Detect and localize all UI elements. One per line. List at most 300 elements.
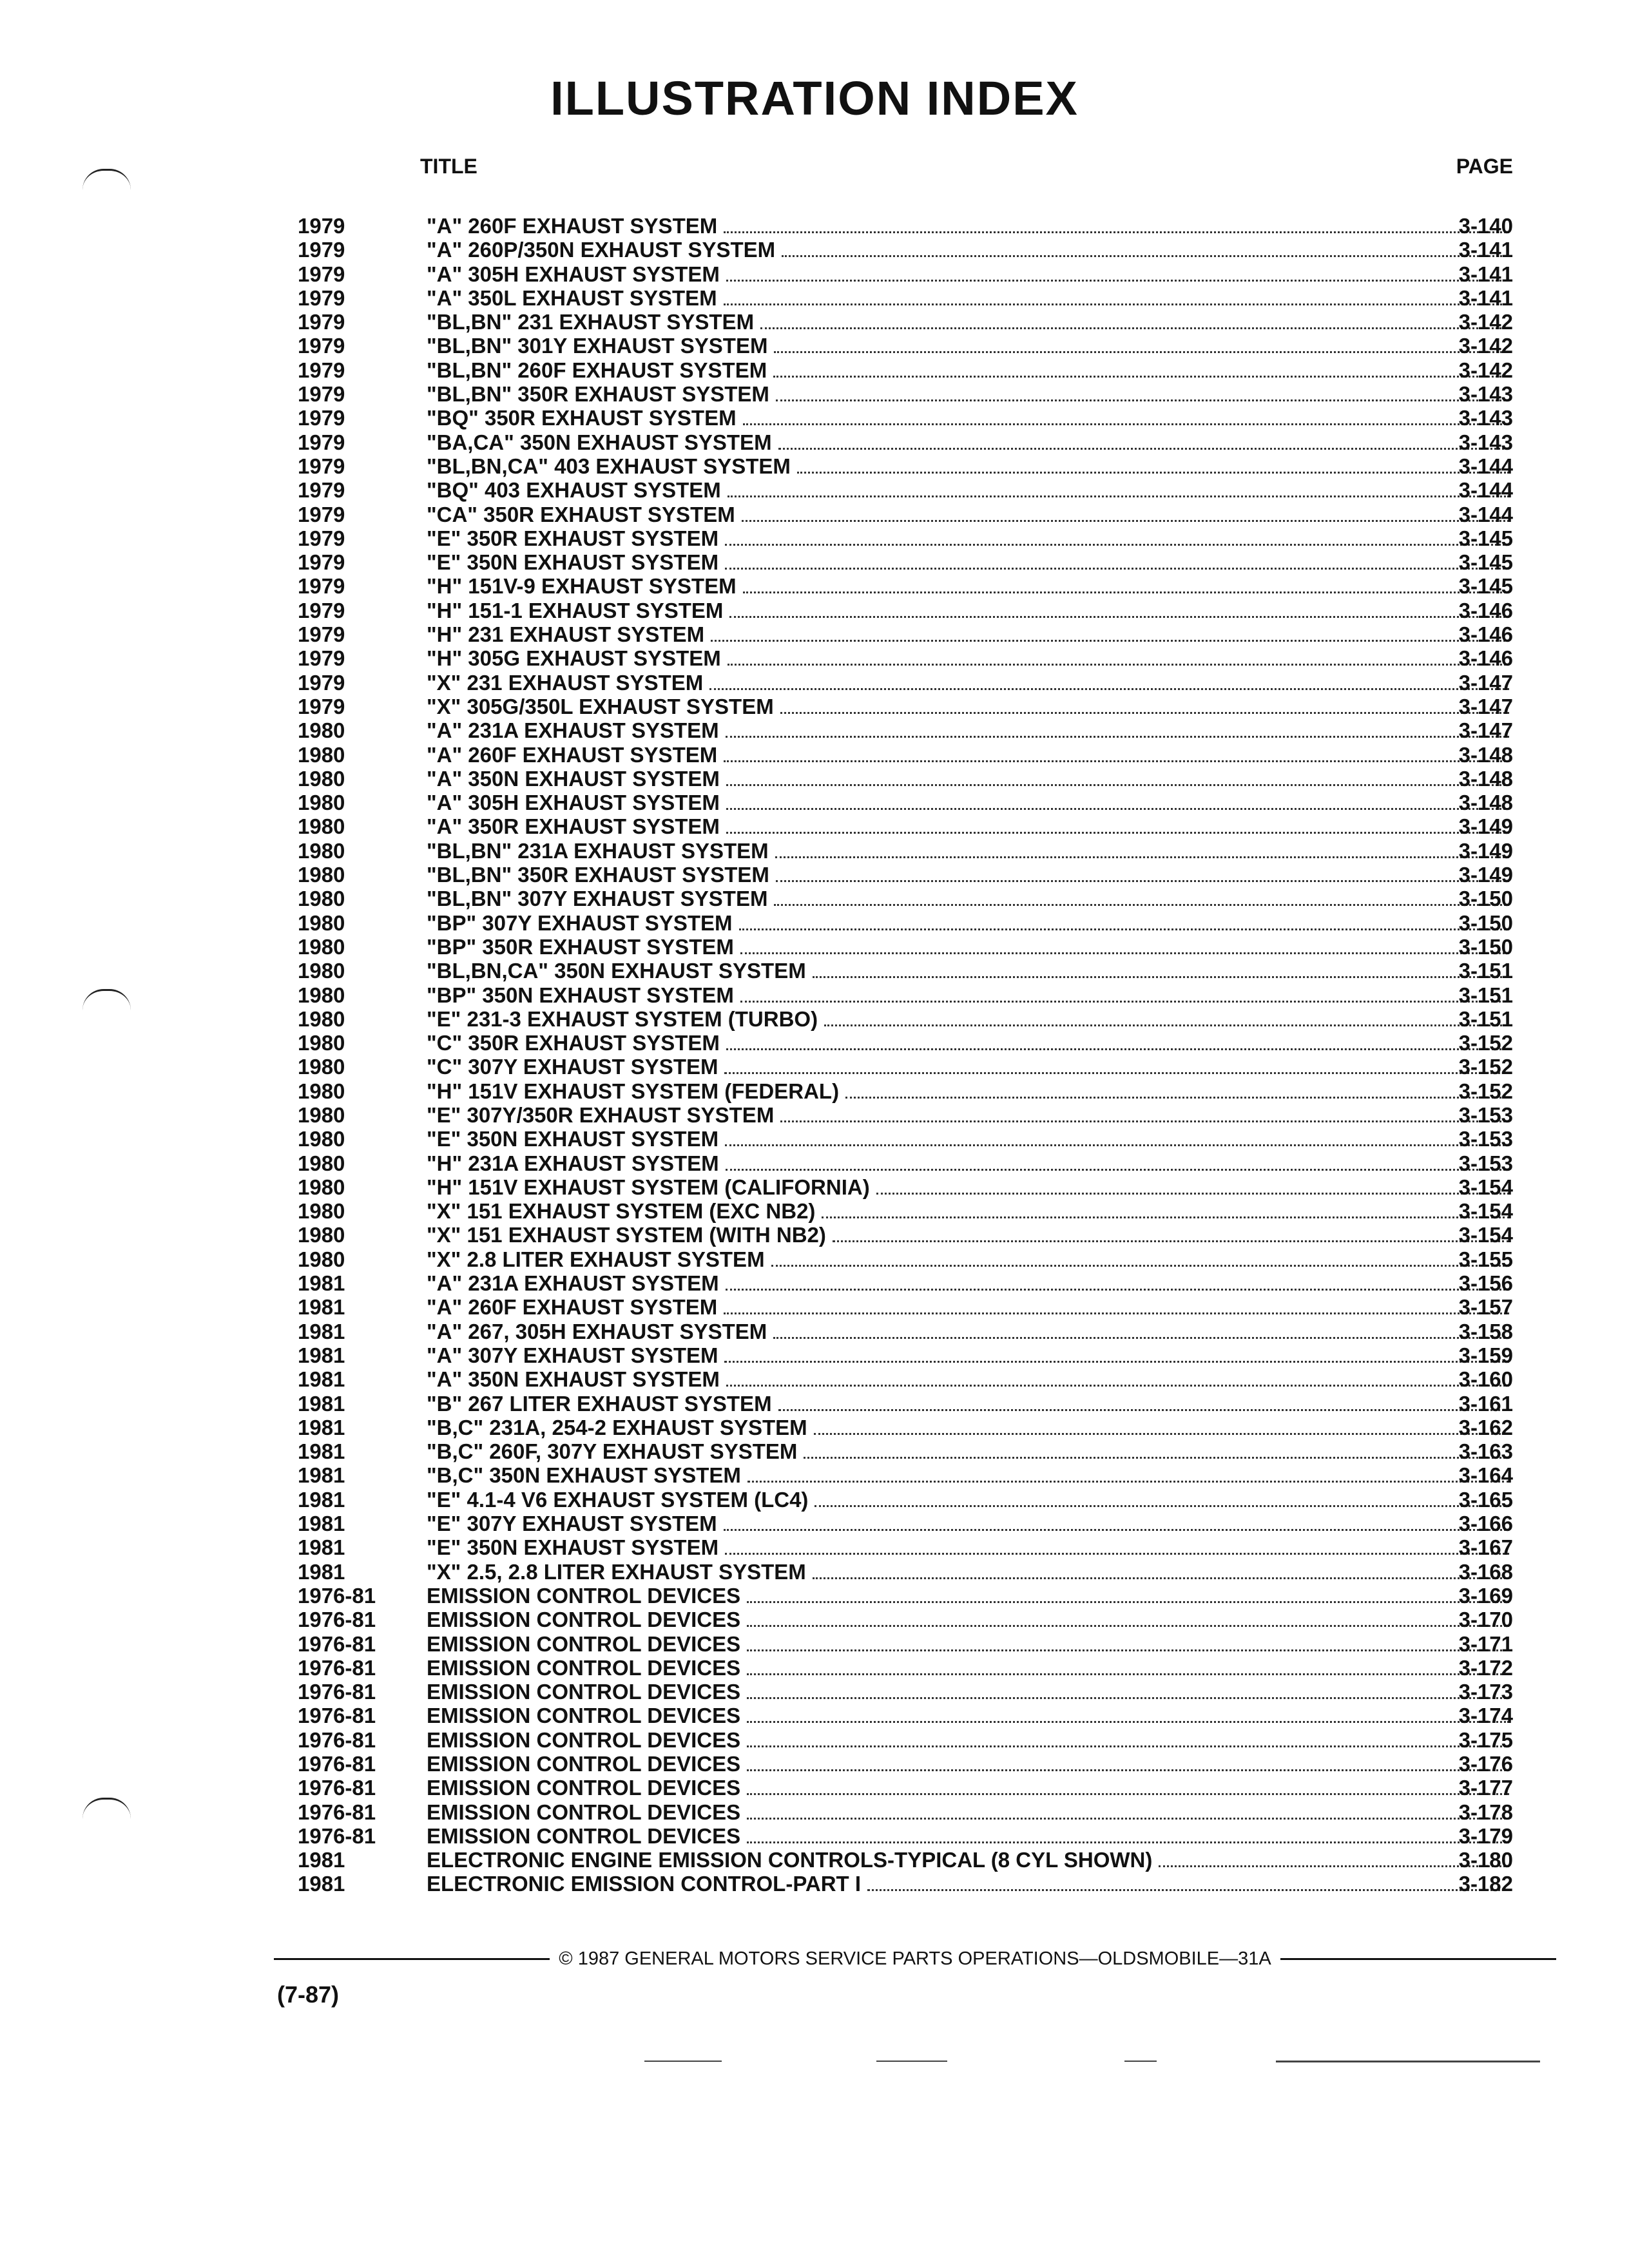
entry-year: 1976-81 xyxy=(298,1631,376,1656)
entry-title: "A" 260P/350N EXHAUST SYSTEM xyxy=(427,238,776,262)
entry-year: 1981 xyxy=(298,1391,345,1416)
entry-page: 3-159 xyxy=(1458,1343,1513,1367)
entry-year: 1979 xyxy=(298,238,345,262)
entry-year: 1976-81 xyxy=(298,1776,376,1800)
entry-title-wrap xyxy=(427,1031,1516,1056)
dot-leader xyxy=(797,472,1509,474)
entry-title: EMISSION CONTROL DEVICES xyxy=(427,1752,741,1776)
dot-leader xyxy=(876,1193,1509,1195)
dot-leader xyxy=(724,231,1509,233)
entry-year: 1979 xyxy=(298,646,345,671)
index-row xyxy=(0,454,1629,478)
dot-leader xyxy=(1159,1865,1509,1867)
entry-title-wrap xyxy=(427,1632,1516,1657)
entry-year: 1979 xyxy=(298,430,345,454)
dot-leader xyxy=(724,1361,1509,1363)
entry-year: 1981 xyxy=(298,1872,345,1896)
entry-title: "BL,BN" 350R EXHAUST SYSTEM xyxy=(427,863,769,887)
entry-page: 3-153 xyxy=(1458,1151,1513,1175)
index-row xyxy=(0,1007,1629,1031)
entry-title-wrap xyxy=(427,526,1516,552)
entry-year: 1976-81 xyxy=(298,1704,376,1728)
entry-title-wrap xyxy=(427,1512,1516,1537)
entry-page: 3-152 xyxy=(1458,1031,1513,1055)
entry-year: 1980 xyxy=(298,863,345,887)
entry-title: "H" 151-1 EXHAUST SYSTEM xyxy=(427,598,724,622)
dot-leader xyxy=(780,712,1509,714)
entry-page: 3-146 xyxy=(1458,646,1513,671)
dot-leader xyxy=(780,1120,1509,1122)
index-list xyxy=(0,214,1629,1896)
dot-leader xyxy=(822,1216,1509,1218)
dot-leader xyxy=(776,399,1509,401)
entry-year: 1981 xyxy=(298,1271,345,1296)
entry-year: 1979 xyxy=(298,262,345,286)
entry-year: 1979 xyxy=(298,334,345,358)
entry-page: 3-142 xyxy=(1458,310,1513,334)
entry-title: "B,C" 231A, 254-2 EXHAUST SYSTEM xyxy=(427,1415,807,1439)
entry-title-wrap xyxy=(427,1584,1516,1609)
entry-title: "BL,BN,CA" 350N EXHAUST SYSTEM xyxy=(427,959,806,983)
entry-page: 3-150 xyxy=(1458,887,1513,911)
dot-leader xyxy=(724,1312,1509,1314)
entry-title-wrap xyxy=(427,1463,1516,1488)
index-row xyxy=(0,1584,1629,1608)
entry-page: 3-163 xyxy=(1458,1439,1513,1464)
entry-title: EMISSION CONTROL DEVICES xyxy=(427,1776,741,1800)
entry-title: "H" 151V-9 EXHAUST SYSTEM xyxy=(427,574,737,599)
entry-title: "A" 260F EXHAUST SYSTEM xyxy=(427,214,718,238)
entry-title-wrap xyxy=(427,1079,1516,1104)
entry-title: "X" 2.8 LITER EXHAUST SYSTEM xyxy=(427,1247,765,1271)
dot-leader xyxy=(743,423,1509,425)
entry-year: 1980 xyxy=(298,1102,345,1127)
entry-title: "A" 260F EXHAUST SYSTEM xyxy=(427,1295,718,1320)
entry-title: "X" 2.5, 2.8 LITER EXHAUST SYSTEM xyxy=(427,1559,806,1584)
entry-page: 3-172 xyxy=(1458,1655,1513,1680)
entry-year: 1981 xyxy=(298,1512,345,1536)
entry-title: ELECTRONIC EMISSION CONTROL-PART I xyxy=(427,1872,862,1896)
entry-page: 3-165 xyxy=(1458,1487,1513,1512)
footer-rule-left xyxy=(274,1958,550,1960)
entry-title-wrap xyxy=(427,599,1516,624)
entry-title: "A" 350R EXHAUST SYSTEM xyxy=(427,814,720,839)
dot-leader xyxy=(804,1457,1509,1459)
index-row xyxy=(0,671,1629,695)
entry-title: "C" 350R EXHAUST SYSTEM xyxy=(427,1031,720,1055)
entry-title-wrap xyxy=(427,1223,1516,1248)
index-row xyxy=(0,1728,1629,1752)
entry-title: "CA" 350R EXHAUST SYSTEM xyxy=(427,502,735,526)
entry-page: 3-143 xyxy=(1458,406,1513,430)
entry-page: 3-161 xyxy=(1458,1391,1513,1416)
entry-title: EMISSION CONTROL DEVICES xyxy=(427,1631,741,1656)
entry-title-wrap xyxy=(427,839,1516,864)
index-row xyxy=(0,1320,1629,1343)
index-row xyxy=(0,646,1629,670)
entry-page: 3-176 xyxy=(1458,1752,1513,1776)
bottom-scan-line xyxy=(1276,2061,1540,2062)
entry-page: 3-147 xyxy=(1458,718,1513,743)
entry-title-wrap xyxy=(427,1271,1516,1296)
index-row xyxy=(0,286,1629,310)
index-row xyxy=(0,1392,1629,1416)
entry-title-wrap xyxy=(427,1656,1516,1681)
index-row xyxy=(0,1175,1629,1199)
entry-year: 1980 xyxy=(298,838,345,863)
entry-page: 3-154 xyxy=(1458,1223,1513,1247)
entry-year: 1980 xyxy=(298,1223,345,1247)
entry-title-wrap xyxy=(427,1535,1516,1561)
entry-year: 1980 xyxy=(298,959,345,983)
entry-title: "BP" 350R EXHAUST SYSTEM xyxy=(427,934,734,959)
entry-title-wrap xyxy=(427,791,1516,816)
entry-title-wrap xyxy=(427,1439,1516,1465)
entry-title-wrap xyxy=(427,646,1516,671)
entry-title: "BL,BN,CA" 403 EXHAUST SYSTEM xyxy=(427,454,791,478)
index-row xyxy=(0,1295,1629,1319)
dot-leader xyxy=(813,976,1509,978)
index-row xyxy=(0,1439,1629,1463)
entry-year: 1980 xyxy=(298,814,345,839)
footer xyxy=(274,1948,1556,1970)
dot-leader xyxy=(742,520,1509,522)
entry-year: 1976-81 xyxy=(298,1655,376,1680)
dot-leader xyxy=(726,1048,1509,1050)
index-row xyxy=(0,1680,1629,1704)
index-row xyxy=(0,1872,1629,1896)
entry-title: "A" 305H EXHAUST SYSTEM xyxy=(427,262,720,286)
entry-title: "X" 151 EXHAUST SYSTEM (WITH NB2) xyxy=(427,1223,826,1247)
dot-leader xyxy=(867,1889,1509,1891)
entry-title: "BL,BN" 231 EXHAUST SYSTEM xyxy=(427,310,755,334)
index-row xyxy=(0,1079,1629,1103)
index-row xyxy=(0,1704,1629,1727)
entry-title-wrap xyxy=(427,863,1516,888)
entry-year: 1981 xyxy=(298,1439,345,1464)
entry-title: "E" 307Y/350R EXHAUST SYSTEM xyxy=(427,1102,775,1127)
entry-title-wrap xyxy=(427,478,1516,503)
dot-leader xyxy=(815,1505,1509,1507)
entry-title-wrap xyxy=(427,1608,1516,1633)
index-row xyxy=(0,1608,1629,1631)
entry-title: "C" 307Y EXHAUST SYSTEM xyxy=(427,1055,718,1079)
entry-title: "A" 260F EXHAUST SYSTEM xyxy=(427,742,718,767)
dot-leader xyxy=(776,880,1509,882)
index-row xyxy=(0,406,1629,430)
index-row xyxy=(0,503,1629,526)
entry-title: "E" 231-3 EXHAUST SYSTEM (TURBO) xyxy=(427,1006,818,1031)
entry-page: 3-169 xyxy=(1458,1583,1513,1608)
entry-page: 3-140 xyxy=(1458,214,1513,238)
entry-title: "BL,BN" 307Y EXHAUST SYSTEM xyxy=(427,887,768,911)
entry-page: 3-152 xyxy=(1458,1055,1513,1079)
entry-page: 3-160 xyxy=(1458,1367,1513,1392)
entry-title: "A" 305H EXHAUST SYSTEM xyxy=(427,791,720,815)
dot-leader xyxy=(813,1577,1509,1579)
entry-page: 3-156 xyxy=(1458,1271,1513,1296)
entry-year: 1979 xyxy=(298,550,345,575)
dot-leader xyxy=(743,591,1509,593)
entry-title-wrap xyxy=(427,1175,1516,1200)
dot-leader xyxy=(747,1745,1509,1747)
dot-leader xyxy=(773,1337,1509,1339)
entry-title: "A" 231A EXHAUST SYSTEM xyxy=(427,1271,719,1296)
dot-leader xyxy=(726,832,1509,834)
entry-title: "H" 231A EXHAUST SYSTEM xyxy=(427,1151,719,1175)
entry-page: 3-148 xyxy=(1458,742,1513,767)
entry-title: "H" 305G EXHAUST SYSTEM xyxy=(427,646,721,671)
entry-title-wrap xyxy=(427,1199,1516,1224)
entry-page: 3-173 xyxy=(1458,1680,1513,1704)
index-row xyxy=(0,214,1629,238)
entry-title-wrap xyxy=(427,1007,1516,1032)
entry-year: 1979 xyxy=(298,694,345,718)
dot-leader xyxy=(725,568,1509,570)
entry-year: 1976-81 xyxy=(298,1608,376,1632)
entry-page: 3-149 xyxy=(1458,814,1513,839)
entry-year: 1976-81 xyxy=(298,1583,376,1608)
entry-page: 3-162 xyxy=(1458,1415,1513,1439)
entry-year: 1976-81 xyxy=(298,1800,376,1824)
entry-title-wrap xyxy=(427,1416,1516,1441)
index-row xyxy=(0,1055,1629,1079)
entry-title-wrap xyxy=(427,814,1516,840)
index-row xyxy=(0,1656,1629,1680)
entry-year: 1980 xyxy=(298,887,345,911)
entry-year: 1981 xyxy=(298,1848,345,1872)
entry-title-wrap xyxy=(427,671,1516,696)
entry-page: 3-170 xyxy=(1458,1608,1513,1632)
entry-title-wrap xyxy=(427,983,1516,1008)
entry-page: 3-180 xyxy=(1458,1848,1513,1872)
dot-leader xyxy=(726,1289,1509,1291)
entry-year: 1981 xyxy=(298,1319,345,1343)
entry-title: "A" 267, 305H EXHAUST SYSTEM xyxy=(427,1319,767,1343)
entry-year: 1981 xyxy=(298,1559,345,1584)
entry-title-wrap xyxy=(427,887,1516,912)
entry-year: 1980 xyxy=(298,910,345,935)
entry-year: 1979 xyxy=(298,526,345,550)
entry-title-wrap xyxy=(427,1872,1516,1897)
entry-title-wrap xyxy=(427,1776,1516,1801)
dot-leader xyxy=(747,1601,1509,1603)
entry-page: 3-143 xyxy=(1458,382,1513,407)
entry-title: "A" 350N EXHAUST SYSTEM xyxy=(427,1367,720,1392)
entry-page: 3-145 xyxy=(1458,574,1513,599)
entry-title: "BQ" 350R EXHAUST SYSTEM xyxy=(427,406,737,430)
entry-title-wrap xyxy=(427,1295,1516,1320)
footer-rule-right xyxy=(1280,1958,1556,1960)
entry-title-wrap xyxy=(427,574,1516,599)
dot-leader xyxy=(726,784,1509,786)
entry-title: "B,C" 350N EXHAUST SYSTEM xyxy=(427,1463,741,1488)
index-row xyxy=(0,1103,1629,1127)
entry-title: "BP" 350N EXHAUST SYSTEM xyxy=(427,983,734,1007)
entry-title-wrap xyxy=(427,238,1516,263)
index-row xyxy=(0,791,1629,814)
index-row xyxy=(0,718,1629,742)
index-row xyxy=(0,983,1629,1007)
entry-page: 3-141 xyxy=(1458,262,1513,286)
entry-year: 1981 xyxy=(298,1295,345,1320)
entry-page: 3-174 xyxy=(1458,1704,1513,1728)
entry-title-wrap xyxy=(427,1560,1516,1585)
index-row xyxy=(0,1776,1629,1800)
dot-leader xyxy=(747,1818,1509,1820)
entry-title-wrap xyxy=(427,406,1516,431)
entry-title: "E" 350N EXHAUST SYSTEM xyxy=(427,1535,719,1560)
entry-year: 1980 xyxy=(298,1127,345,1151)
dot-leader xyxy=(747,1673,1509,1675)
dot-leader xyxy=(814,1433,1509,1435)
index-row xyxy=(0,1031,1629,1055)
entry-title: EMISSION CONTROL DEVICES xyxy=(427,1823,741,1848)
entry-title-wrap xyxy=(427,1824,1516,1849)
index-row xyxy=(0,262,1629,286)
entry-title: "BL,BN" 260F EXHAUST SYSTEM xyxy=(427,358,767,382)
entry-year: 1981 xyxy=(298,1367,345,1392)
entry-title-wrap xyxy=(427,262,1516,287)
entry-title-wrap xyxy=(427,695,1516,720)
index-row xyxy=(0,1488,1629,1512)
entry-page: 3-166 xyxy=(1458,1512,1513,1536)
entry-title: "BL,BN" 350R EXHAUST SYSTEM xyxy=(427,382,769,407)
dot-leader xyxy=(747,1625,1509,1627)
dot-leader xyxy=(778,1409,1509,1411)
page-title: ILLUSTRATION INDEX xyxy=(550,72,1079,125)
dot-leader xyxy=(775,856,1509,858)
entry-title-wrap xyxy=(427,622,1516,648)
index-row xyxy=(0,767,1629,791)
bottom-scan-line xyxy=(1124,2061,1157,2062)
entry-page: 3-142 xyxy=(1458,358,1513,382)
bottom-scan-line xyxy=(644,2061,722,2062)
entry-year: 1980 xyxy=(298,791,345,815)
binder-hole-mark xyxy=(82,169,131,190)
dot-leader xyxy=(845,1097,1509,1099)
dot-leader xyxy=(724,760,1509,762)
entry-title: "H" 151V EXHAUST SYSTEM (FEDERAL) xyxy=(427,1079,840,1103)
entry-title: "E" 4.1-4 V6 EXHAUST SYSTEM (LC4) xyxy=(427,1487,809,1512)
index-row xyxy=(0,959,1629,983)
dot-leader xyxy=(724,1529,1509,1531)
index-row xyxy=(0,1416,1629,1439)
entry-year: 1979 xyxy=(298,454,345,478)
entry-title: "A" 307Y EXHAUST SYSTEM xyxy=(427,1343,718,1367)
entry-page: 3-168 xyxy=(1458,1559,1513,1584)
dot-leader xyxy=(774,351,1509,353)
entry-year: 1979 xyxy=(298,285,345,310)
entry-year: 1980 xyxy=(298,766,345,791)
entry-year: 1980 xyxy=(298,1079,345,1103)
entry-page: 3-151 xyxy=(1458,1006,1513,1031)
dot-leader xyxy=(726,1385,1509,1387)
entry-title-wrap xyxy=(427,743,1516,768)
entry-title-wrap xyxy=(427,1247,1516,1273)
entry-title-wrap xyxy=(427,1800,1516,1825)
entry-title: EMISSION CONTROL DEVICES xyxy=(427,1583,741,1608)
entry-page: 3-144 xyxy=(1458,478,1513,503)
entry-title-wrap xyxy=(427,1704,1516,1729)
entry-title-wrap xyxy=(427,1320,1516,1345)
entry-page: 3-164 xyxy=(1458,1463,1513,1488)
index-row xyxy=(0,550,1629,574)
index-row xyxy=(0,358,1629,382)
entry-title-wrap xyxy=(427,430,1516,456)
dot-leader xyxy=(824,1024,1509,1026)
entry-page: 3-150 xyxy=(1458,934,1513,959)
entry-title: "BP" 307Y EXHAUST SYSTEM xyxy=(427,910,733,935)
index-row xyxy=(0,1199,1629,1223)
entry-page: 3-175 xyxy=(1458,1727,1513,1752)
entry-year: 1976-81 xyxy=(298,1680,376,1704)
dot-leader xyxy=(747,1649,1509,1651)
dot-leader xyxy=(747,1721,1509,1723)
bottom-scan-line xyxy=(876,2061,947,2062)
index-row xyxy=(0,574,1629,598)
entry-title-wrap xyxy=(427,1127,1516,1152)
entry-title: "E" 350N EXHAUST SYSTEM xyxy=(427,550,719,575)
entry-page: 3-143 xyxy=(1458,430,1513,454)
index-row xyxy=(0,839,1629,863)
dot-leader xyxy=(747,1481,1509,1483)
entry-page: 3-167 xyxy=(1458,1535,1513,1560)
index-row xyxy=(0,1512,1629,1535)
entry-year: 1981 xyxy=(298,1343,345,1367)
entry-title-wrap xyxy=(427,718,1516,744)
dot-leader xyxy=(740,952,1509,954)
entry-year: 1980 xyxy=(298,1175,345,1199)
entry-title-wrap xyxy=(427,286,1516,311)
dot-leader xyxy=(724,303,1509,305)
dot-leader xyxy=(739,928,1510,930)
entry-page: 3-146 xyxy=(1458,622,1513,647)
index-row xyxy=(0,382,1629,406)
entry-title-wrap xyxy=(427,1848,1516,1873)
dot-leader xyxy=(725,1553,1509,1555)
entry-page: 3-145 xyxy=(1458,526,1513,550)
entry-title-wrap xyxy=(427,1367,1516,1392)
index-row xyxy=(0,887,1629,910)
dot-leader xyxy=(728,495,1509,497)
dot-leader xyxy=(726,1169,1509,1171)
entry-year: 1979 xyxy=(298,478,345,503)
entry-page: 3-177 xyxy=(1458,1776,1513,1800)
entry-page: 3-145 xyxy=(1458,550,1513,575)
entry-year: 1980 xyxy=(298,934,345,959)
entry-title-wrap xyxy=(427,767,1516,792)
revision-code: (7-87) xyxy=(277,1981,340,2008)
dot-leader xyxy=(747,1793,1509,1795)
entry-title-wrap xyxy=(427,382,1516,407)
entry-page: 3-146 xyxy=(1458,598,1513,622)
entry-page: 3-152 xyxy=(1458,1079,1513,1103)
entry-title-wrap xyxy=(427,358,1516,383)
entry-page: 3-149 xyxy=(1458,838,1513,863)
entry-year: 1980 xyxy=(298,1031,345,1055)
entry-title-wrap xyxy=(427,214,1516,239)
entry-title: "H" 231 EXHAUST SYSTEM xyxy=(427,622,705,647)
index-row xyxy=(0,911,1629,935)
entry-title-wrap xyxy=(427,959,1516,984)
dot-leader xyxy=(747,1769,1509,1771)
entry-page: 3-141 xyxy=(1458,285,1513,310)
entry-page: 3-154 xyxy=(1458,1199,1513,1224)
entry-title-wrap xyxy=(427,550,1516,575)
index-row xyxy=(0,334,1629,358)
index-row xyxy=(0,1800,1629,1824)
